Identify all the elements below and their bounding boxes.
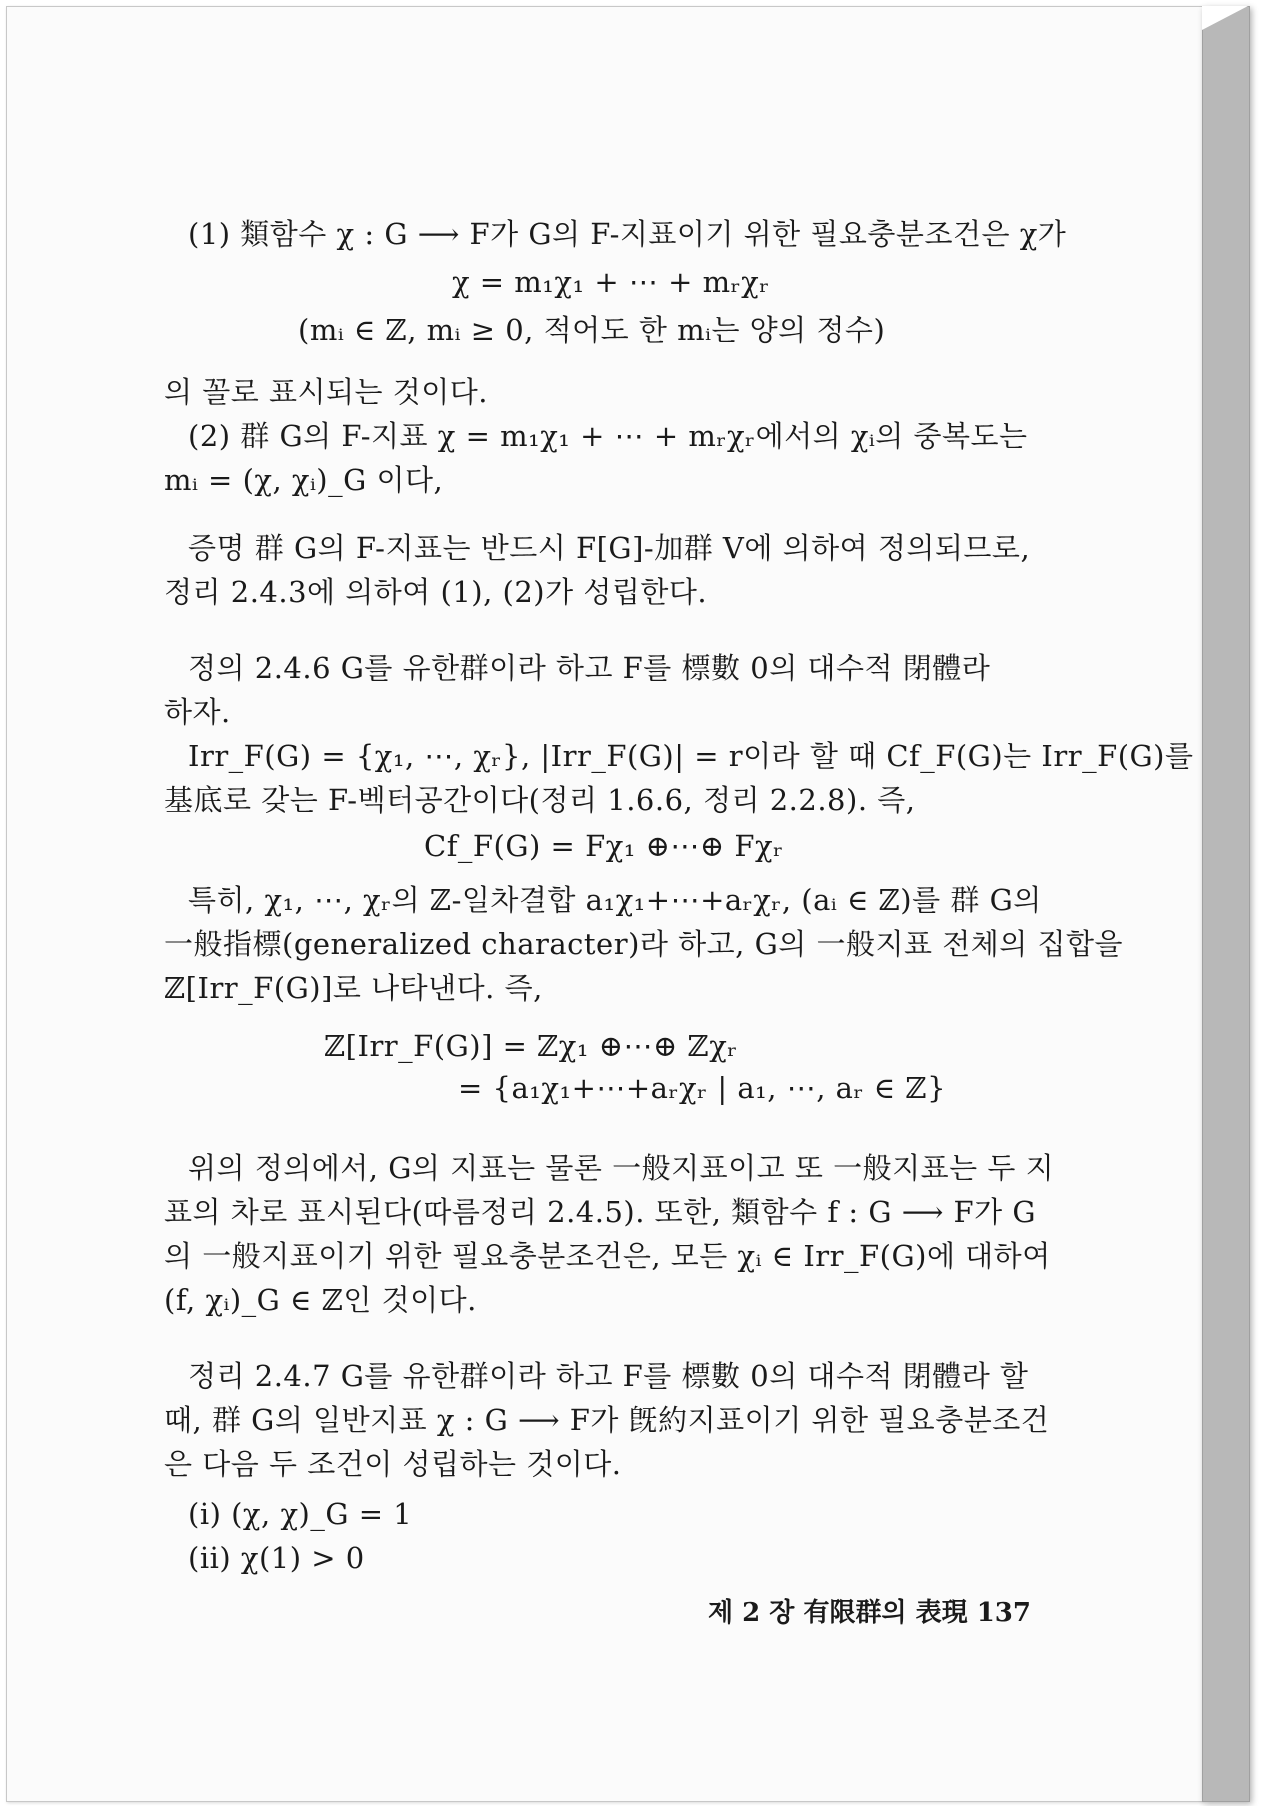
text-line: (f, χᵢ)_G ∈ ℤ인 것이다. <box>164 1283 477 1317</box>
text-line: 특히, χ₁, ⋯, χᵣ의 ℤ-일차결합 a₁χ₁+⋯+aᵣχᵣ, (aᵢ ∈ ℤ)를 群 G의 <box>188 883 1042 917</box>
text-line: 의 一般지표이기 위한 필요충분조건은, 모든 χᵢ ∈ Irr_F(G)에 대하여 <box>164 1239 1051 1273</box>
theorem-item-1: (1) 類함수 χ : G ⟶ F가 G의 F-지표이기 위한 필요충분조건은 χ가 <box>188 217 1067 251</box>
text-line: 정리 2.4.3에 의하여 (1), (2)가 성립한다. <box>164 575 708 609</box>
text-line: mᵢ = (χ, χᵢ)_G 이다, <box>164 463 444 497</box>
text-line: 하자. <box>164 695 231 729</box>
text-line: 위의 정의에서, G의 지표는 물론 一般지표이고 또 一般지표는 두 지 <box>188 1151 1055 1185</box>
text-line: 표의 차로 표시된다(따름정리 2.4.5). 또한, 類함수 f : G ⟶ F가 G <box>164 1195 1037 1229</box>
formula-z-irr-set: = {a₁χ₁+⋯+aᵣχᵣ | a₁, ⋯, aᵣ ∈ ℤ} <box>458 1071 947 1105</box>
text-line: 의 꼴로 표시되는 것이다. <box>164 375 489 409</box>
formula-chi-sum: χ = m₁χ₁ + ⋯ + mᵣχᵣ <box>452 265 770 299</box>
page-edge <box>1202 6 1250 1802</box>
formula-condition: (mᵢ ∈ ℤ, mᵢ ≥ 0, 적어도 한 mᵢ는 양의 정수) <box>298 313 886 347</box>
text-line: 基底로 갖는 F-벡터공간이다(정리 1.6.6, 정리 2.2.8). 즉, <box>164 783 916 817</box>
text-line: 一般指標(generalized character)라 하고, G의 一般지표 전체의 집합을 <box>164 927 1124 961</box>
page-footer: 제 2 장 有限群의 表現 137 <box>708 1598 1031 1628</box>
theorem-heading-line: 정리 2.4.7 G를 유한群이라 하고 F를 標數 0의 대수적 閉體라 할 <box>188 1359 1029 1393</box>
condition-ii: (ii) χ(1) > 0 <box>188 1541 365 1575</box>
theorem-item-2: (2) 群 G의 F-지표 χ = m₁χ₁ + ⋯ + mᵣχᵣ에서의 χᵢ의 중복도는 <box>188 419 1028 453</box>
condition-i: (i) (χ, χ)_G = 1 <box>188 1497 413 1531</box>
text-line: 은 다음 두 조건이 성립하는 것이다. <box>164 1447 622 1481</box>
formula-cf: Cf_F(G) = Fχ₁ ⊕⋯⊕ Fχᵣ <box>424 829 784 863</box>
text-line: 때, 群 G의 일반지표 χ : G ⟶ F가 旣約지표이기 위한 필요충분조건 <box>164 1403 1050 1437</box>
definition-heading-line: 정의 2.4.6 G를 유한群이라 하고 F를 標數 0의 대수적 閉體라 <box>188 651 991 685</box>
text-line: Irr_F(G) = {χ₁, ⋯, χᵣ}, |Irr_F(G)| = r이라 할 때 Cf_F(G)는 Irr_F(G)를 <box>188 739 1194 773</box>
formula-z-irr: ℤ[Irr_F(G)] = ℤχ₁ ⊕⋯⊕ ℤχᵣ <box>324 1029 738 1063</box>
text-line: ℤ[Irr_F(G)]로 나타낸다. 즉, <box>164 971 543 1005</box>
proof-heading-line: 증명 群 G의 F-지표는 반드시 F[G]-加群 V에 의하여 정의되므로, <box>188 531 1031 565</box>
